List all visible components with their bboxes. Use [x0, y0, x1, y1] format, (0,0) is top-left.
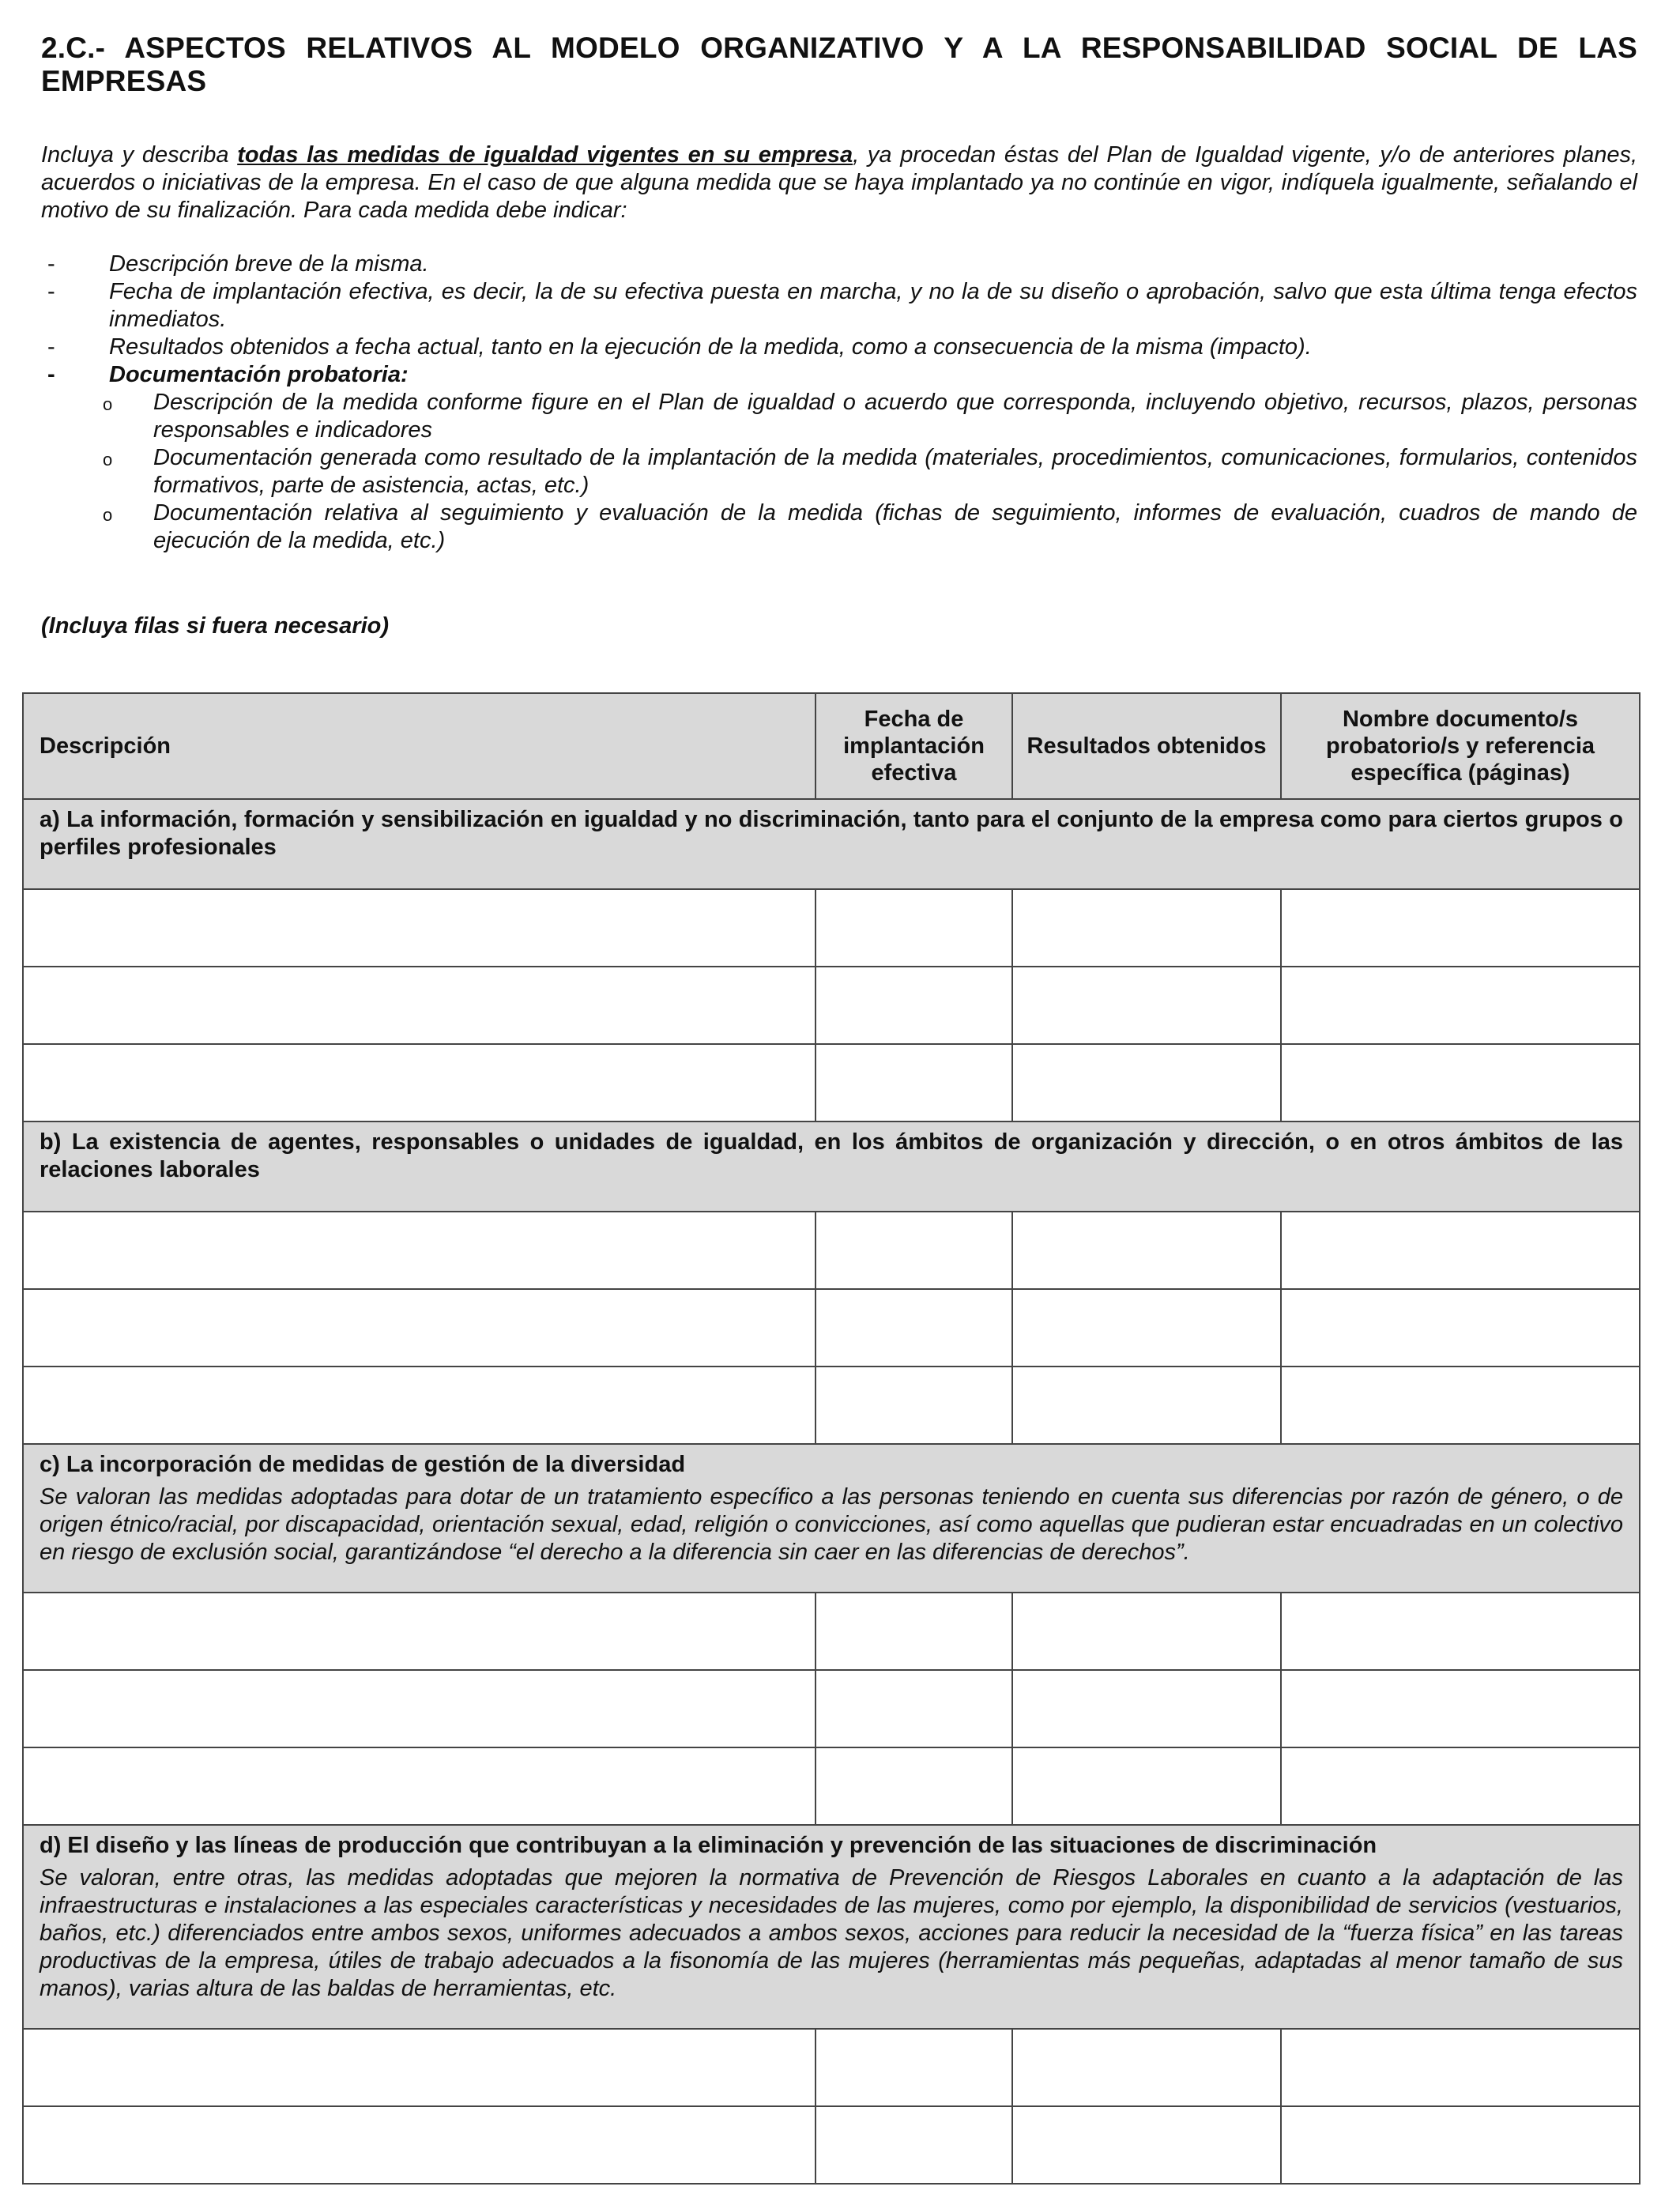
- resultados-cell[interactable]: [1012, 1289, 1281, 1367]
- fecha-cell[interactable]: [816, 1289, 1012, 1367]
- descripcion-cell[interactable]: [23, 1747, 816, 1825]
- table-row: [23, 2106, 1640, 2184]
- documento-cell[interactable]: [1281, 1289, 1640, 1367]
- resultados-cell[interactable]: [1012, 2029, 1281, 2106]
- documento-cell[interactable]: [1281, 1747, 1640, 1825]
- documento-cell[interactable]: [1281, 1367, 1640, 1444]
- fecha-cell[interactable]: [816, 2029, 1012, 2106]
- fecha-cell[interactable]: [816, 1367, 1012, 1444]
- resultados-cell[interactable]: [1012, 1747, 1281, 1825]
- documento-cell[interactable]: [1281, 1670, 1640, 1747]
- page-title: 2.C.- ASPECTOS RELATIVOS AL MODELO ORGANIZATIVO Y A LA RESPONSABILIDAD SOCIAL DE LAS EMPRESAS: [41, 32, 1637, 97]
- table-row: [23, 1747, 1640, 1825]
- document-page: [41, 32, 1637, 663]
- section-b-header: [23, 1122, 1640, 1212]
- section-description: Se valoran, entre otras, las medidas adoptadas que mejoren la normativa de Prevención de Riesgos Laborales en cuanto a la adaptación de las infraestructuras e instalaciones a las especiales características y necesidades de las mujeres, como por ejemplo, la disponibilidad de servicios (vestuarios, baños, etc.) diferenciados entre ambos sexos, uniformes adecuados a ambos sexos, acciones para reducir la necesidad de la “fuerza física” en las tareas productivas de la empresa, útiles de trabajo adecuados a la fisonomía de las mujeres (herramientas más pequeñas, adaptadas al menor tamaño de sus manos), varias altura de las baldas de herramientas, etc.: [40, 1865, 1623, 2001]
- header-resultados: Resultados obtenidos: [1012, 693, 1281, 799]
- section-title: b) La existencia de agentes, responsables o unidades de igualdad, en los ámbitos de organización y dirección, o en otros ámbitos de las relaciones laborales: [40, 1129, 1623, 1182]
- documento-cell[interactable]: [1281, 1212, 1640, 1289]
- circle-marker: o: [103, 505, 113, 525]
- sub-list-item-text: Documentación generada como resultado de la implantación de la medida (materiales, procedimientos, comunicaciones, formularios, contenidos formativos, parte de asistencia, actas, etc.): [153, 445, 1637, 498]
- section-c-header: [23, 1444, 1640, 1593]
- table-row: [23, 1289, 1640, 1367]
- fecha-cell[interactable]: [816, 889, 1012, 967]
- sub-list-item-text: Descripción de la medida conforme figure en el Plan de igualdad o acuerdo que corresponda, incluyendo objetivo, recursos, plazos, personas responsables e indicadores: [153, 390, 1637, 443]
- fecha-cell[interactable]: [816, 1212, 1012, 1289]
- section-title: c) La incorporación de medidas de gestión de la diversidad: [40, 1452, 686, 1477]
- list-item: [41, 334, 1637, 361]
- dash-marker: -: [47, 334, 55, 360]
- section-row: [23, 799, 1640, 889]
- documento-cell[interactable]: [1281, 1593, 1640, 1670]
- fecha-cell[interactable]: [816, 1044, 1012, 1122]
- table-row: [23, 1670, 1640, 1747]
- resultados-cell[interactable]: [1012, 889, 1281, 967]
- descripcion-cell[interactable]: [23, 1670, 816, 1747]
- descripcion-cell[interactable]: [23, 1289, 816, 1367]
- resultados-cell[interactable]: [1012, 1044, 1281, 1122]
- descripcion-cell[interactable]: [23, 967, 816, 1044]
- documento-cell[interactable]: [1281, 2106, 1640, 2184]
- sub-list-item: [103, 499, 1637, 555]
- table-row: [23, 1593, 1640, 1670]
- intro-paragraph: [41, 141, 1637, 224]
- header-documento: Nombre documento/s probatorio/s y referencia específica (páginas): [1281, 693, 1640, 799]
- list-item-text: Documentación probatoria:: [109, 362, 409, 387]
- table-row: [23, 1212, 1640, 1289]
- section-row: [23, 1444, 1640, 1593]
- descripcion-cell[interactable]: [23, 2106, 816, 2184]
- descripcion-cell[interactable]: [23, 1593, 816, 1670]
- descripcion-cell[interactable]: [23, 1212, 816, 1289]
- section-a-header: [23, 799, 1640, 889]
- table-row: [23, 1367, 1640, 1444]
- section-row: [23, 1122, 1640, 1212]
- table-row: [23, 889, 1640, 967]
- circle-marker: o: [103, 394, 113, 414]
- sub-list: [103, 389, 1637, 555]
- header-fecha: Fecha de implantación efectiva: [816, 693, 1012, 799]
- descripcion-cell[interactable]: [23, 1367, 816, 1444]
- section-title: d) El diseño y las líneas de producción que contribuyan a la eliminación y prevención de las situaciones de discriminación: [40, 1833, 1377, 1858]
- list-item: [41, 361, 1637, 555]
- circle-marker: o: [103, 450, 113, 469]
- dash-marker: -: [47, 279, 55, 304]
- resultados-cell[interactable]: [1012, 1670, 1281, 1747]
- descripcion-cell[interactable]: [23, 2029, 816, 2106]
- requirements-list: [41, 251, 1637, 555]
- dash-marker: -: [47, 251, 55, 277]
- intro-text-start: Incluya y describa: [41, 142, 238, 168]
- list-item: [41, 251, 1637, 278]
- fecha-cell[interactable]: [816, 1593, 1012, 1670]
- descripcion-cell[interactable]: [23, 1044, 816, 1122]
- fecha-cell[interactable]: [816, 1670, 1012, 1747]
- fecha-cell[interactable]: [816, 967, 1012, 1044]
- fecha-cell[interactable]: [816, 1747, 1012, 1825]
- sub-list-item: [103, 389, 1637, 444]
- fecha-cell[interactable]: [816, 2106, 1012, 2184]
- list-item: [41, 278, 1637, 334]
- section-title: a) La información, formación y sensibilización en igualdad y no discriminación, tanto para el conjunto de la empresa como para ciertos grupos o perfiles profesionales: [40, 807, 1623, 860]
- sub-list-item: [103, 444, 1637, 499]
- resultados-cell[interactable]: [1012, 1212, 1281, 1289]
- sub-list-item-text: Documentación relativa al seguimiento y evaluación de la medida (fichas de seguimiento, informes de evaluación, cuadros de mando de ejecución de la medida, etc.): [153, 500, 1637, 553]
- intro-text-end: , ya procedan éstas del Plan de Igualdad vigente, y/o de anteriores planes, acuerdos o iniciativas de la empresa. En el caso de que alguna medida que se haya implantado ya no continúe en vigor, indíquela igualmente, señalando el motivo de su finalización. Para cada medida debe indicar:: [41, 142, 1638, 223]
- table-header-row: [23, 693, 1640, 799]
- intro-emphasis: todas las medidas de igualdad vigentes en su empresa: [237, 142, 853, 168]
- header-descripcion: Descripción: [23, 693, 816, 799]
- table-row: [23, 1044, 1640, 1122]
- resultados-cell[interactable]: [1012, 1593, 1281, 1670]
- documento-cell[interactable]: [1281, 1044, 1640, 1122]
- table-note: (Incluya filas si fuera necesario): [41, 613, 390, 639]
- list-item-text: Descripción breve de la misma.: [109, 251, 429, 277]
- resultados-cell[interactable]: [1012, 2106, 1281, 2184]
- dash-marker: -: [47, 362, 55, 387]
- measures-table: [22, 692, 1640, 2185]
- list-item-text: Resultados obtenidos a fecha actual, tanto en la ejecución de la medida, como a consecuencia de la misma (impacto).: [109, 334, 1312, 360]
- section-description: Se valoran las medidas adoptadas para dotar de un tratamiento específico a las personas teniendo en cuenta sus diferencias por razón de género, o de origen étnico/racial, por discapacidad, orientación sexual, edad, religión o convicciones, así como aquellas que pudieran estar encuadradas en un colectivo en riesgo de exclusión social, garantizándose “el derecho a la diferencia sin caer en las diferencias de derechos”.: [40, 1484, 1623, 1565]
- section-d-header: [23, 1825, 1640, 2029]
- documento-cell[interactable]: [1281, 2029, 1640, 2106]
- resultados-cell[interactable]: [1012, 1367, 1281, 1444]
- section-row: [23, 1825, 1640, 2029]
- documento-cell[interactable]: [1281, 967, 1640, 1044]
- documento-cell[interactable]: [1281, 889, 1640, 967]
- list-item-text: Fecha de implantación efectiva, es decir, la de su efectiva puesta en marcha, y no la de su diseño o aprobación, salvo que esta última tenga efectos inmediatos.: [109, 279, 1637, 332]
- resultados-cell[interactable]: [1012, 967, 1281, 1044]
- descripcion-cell[interactable]: [23, 889, 816, 967]
- table-row: [23, 967, 1640, 1044]
- table-row: [23, 2029, 1640, 2106]
